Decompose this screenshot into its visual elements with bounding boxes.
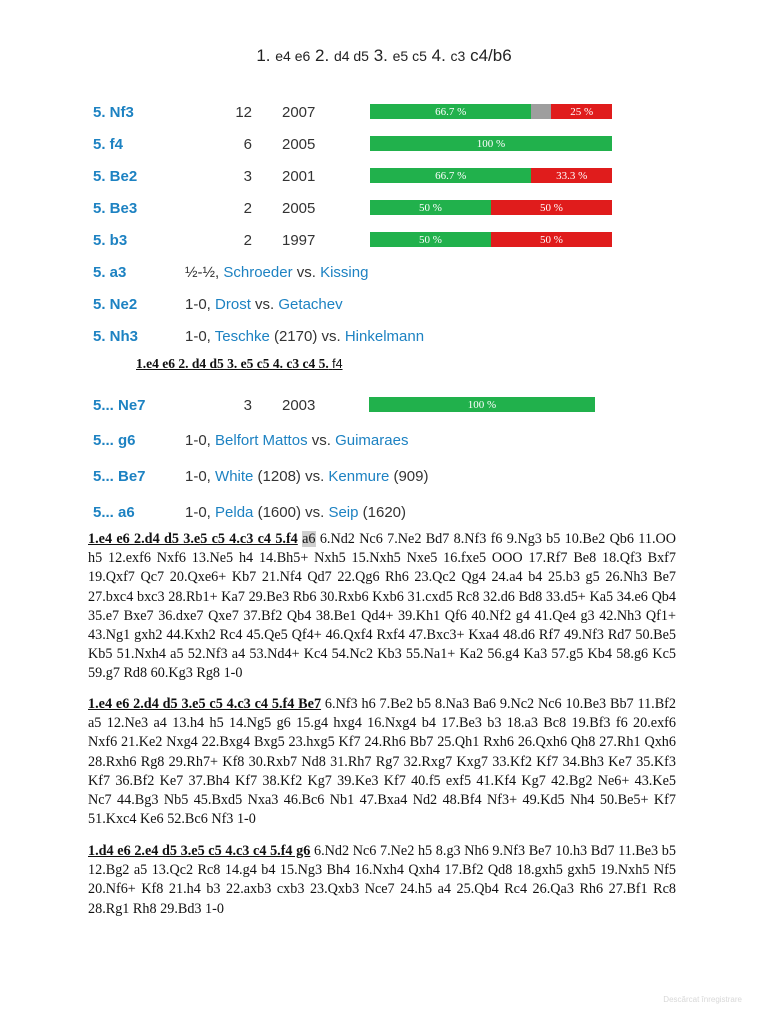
game-count: 3	[243, 168, 252, 185]
move-link[interactable]: 5. b3	[93, 232, 128, 249]
game-summary	[185, 504, 406, 521]
win-segment: 50 %	[370, 200, 491, 215]
result-bar	[370, 168, 612, 183]
game-result: 1-0,	[185, 432, 211, 449]
win-segment: 50 %	[370, 232, 491, 247]
game-score	[88, 695, 676, 829]
win-segment: 100 %	[370, 136, 612, 151]
result-bar	[370, 200, 612, 215]
win-segment: 66.7 %	[370, 104, 531, 119]
white-player-link[interactable]: Pelda	[215, 504, 254, 521]
game-moves: 6.Nd2 Nc6 7.Ne2 h5 8.g3 Nh6 9.Nf3 Be7 10.h3 Bd7 11.Be3 b5 12.Bg2 a5 13.Qc2 Rc8 14.g4 b4 15.Ng3 Bh4 16.Nxh4 Qxh4 17.Bf2 Qd8 18.gxh5 gxh5 19.Nxh5 Nf5 20.Nf6+ Kf8 21.h4 b3 22.axb3 cxb3 23.Qxb3 Nce7 24.h5 a4 25.Qb4 Rc4 26.Qa3 Rh6 27.Bf1 Rc8 28.Rg1 Rh8 29.Bd3 1-0	[88, 843, 676, 917]
game-result: 1-0,	[185, 328, 211, 345]
black-player-link[interactable]: Seip	[328, 504, 359, 521]
game-summary	[185, 296, 343, 313]
last-year: 2007	[282, 104, 316, 121]
game-row	[0, 261, 768, 285]
black-player-link[interactable]: Hinkelmann	[344, 328, 425, 345]
game-opening: 1.e4 e6 2.d4 d5 3.e5 c5 4.c3 c4 5.f4 Be7	[88, 696, 322, 712]
white-rating: (1600)	[257, 504, 301, 521]
white-player-link[interactable]: Belfort Mattos	[215, 432, 308, 449]
loss-segment: 25 %	[551, 104, 612, 119]
last-year: 2003	[282, 397, 316, 414]
game-result: 1-0,	[185, 504, 211, 521]
game-summary	[185, 328, 424, 345]
game-opening: 1.d4 e6 2.e4 d5 3.e5 c5 4.c3 c4 5.f4 g6	[88, 843, 311, 859]
stats-row	[0, 165, 768, 189]
black-rating: (1620)	[362, 504, 407, 521]
vs-label: vs.	[321, 328, 341, 345]
game-row	[0, 293, 768, 317]
game-count: 3	[243, 397, 252, 414]
move-link[interactable]: 5. f4	[93, 136, 124, 153]
black-player-link[interactable]: Getachev	[278, 296, 343, 313]
game-moves: 6.Nd2 Nc6 7.Ne2 Bd7 8.Nf3 f6 9.Ng3 b5 10.Be2 Qb6 11.OO h5 12.exf6 Nxf6 13.Ne5 h4 14.Bh5+ Nxh5 15.Nxh5 Nxe5 16.fxe5 OOO 17.Rf7 Be8 18.Qf3 Bxf7 19.Qxf7 Qc7 20.Qxe6+ Kb7 21.Nf4 Qd7 22.Qg6 Rh6 23.Qc2 Qg4 24.a4 b4 25.b3 g5 26.Nh3 Be7 27.bxc4 bxc3 28.Rb1+ Ka7 29.Be3 Rb6 30.Rxb6 Kxb6 31.cxd5 Rc8 32.d6 Bd8 33.d5+ Ka5 34.e6 Qb4 35.e7 Bxe7 36.dxe7 Qxe7 37.Bf2 Qb4 38.Be1 Qd4+ 39.Kh1 Qf6 40.Nf2 g4 41.Qe4 g3 42.Nh3 Qf1+ 43.Ng1 gxh2 44.Kxh2 Rc4 45.Qe5 Qf4+ 46.Qxf4 Rxf4 47.Bxc3+ Kxa4 48.d6 Rf7 49.Nf3 Rd7 50.Be5 Kb5 51.Nxh4 a5 52.Nf3 a4 53.Nd4+ Kc4 54.Nc2 Kb3 55.Na1+ Ka2 56.g4 Ka3 57.g5 Kb4 58.g6 Kc5 59.g7 Rd8 60.Kg3 Rg8 1-0	[88, 531, 677, 682]
section-subheading: 1.e4 e6 2. d4 d5 3. e5 c5 4. c3 c4 5. f4	[136, 356, 343, 371]
game-row	[0, 429, 768, 453]
draw-segment	[531, 104, 551, 119]
result-bar	[370, 232, 612, 247]
vs-label: vs.	[305, 504, 325, 521]
game-summary	[185, 468, 429, 485]
white-player-link[interactable]: Schroeder	[223, 264, 293, 281]
game-row	[0, 325, 768, 349]
game-summary	[185, 264, 368, 281]
game-score	[88, 530, 676, 684]
white-rating: (2170)	[273, 328, 318, 345]
white-rating: (1208)	[257, 468, 301, 485]
move-link[interactable]: 5... g6	[93, 432, 136, 449]
last-year: 2001	[282, 168, 316, 185]
move-link[interactable]: 5. Be3	[93, 200, 138, 217]
vs-label: vs.	[296, 264, 316, 281]
game-opening: 1.e4 e6 2.d4 d5 3.e5 c5 4.c3 c4 5.f4	[88, 531, 298, 547]
white-player-link[interactable]: White	[215, 468, 254, 485]
stats-row	[0, 229, 768, 253]
move-link[interactable]: 5. Nh3	[93, 328, 139, 345]
move-link[interactable]: 5. a3	[93, 264, 127, 281]
game-row	[0, 465, 768, 489]
stats-row	[0, 394, 768, 418]
game-result: 1-0,	[185, 296, 211, 313]
vs-label: vs.	[255, 296, 275, 313]
result-bar	[370, 136, 612, 151]
win-segment: 66.7 %	[370, 168, 531, 183]
white-player-link[interactable]: Teschke	[214, 328, 270, 345]
move-link[interactable]: 5. Be2	[93, 168, 138, 185]
game-moves: 6.Nf3 h6 7.Be2 b5 8.Na3 Ba6 9.Nc2 Nc6 10.Be3 Bb7 11.Bf2 a5 12.Ne3 a4 13.h4 h5 14.Ng5 g6 15.g4 hxg4 16.Nxg4 b4 17.Be3 b3 18.a3 Bc8 19.Bf3 f6 20.exf6 Nxf6 21.Ke2 Nxg4 22.Bxg4 Bxg5 23.hxg5 Kf7 24.Rh6 Bb7 25.Qh1 Rxh6 26.Qxh6 Qh8 27.Rh1 Qxh6 28.Rxh6 Rg8 29.Rh7+ Kf8 30.Rxb7 Nd8 31.Rh7 Rg7 32.Rxg7 Kxg7 33.Kf2 Kf7 34.Bh3 Ke7 35.Kf3 Kf7 36.Bf2 Ke7 37.Bh4 Kf7 38.Kf2 Kg7 39.Ke3 Kf7 40.f5 exf5 41.Kf4 Kg7 42.Bg2 Ne6+ 43.Ke5 Nc7 44.Bg3 Nb5 45.Bxd5 Nxa3 46.Bc6 Nb1 47.Bxa4 Nd2 48.Bf4 Nf3+ 49.Kd5 Nh4 50.Be5+ Kf7 51.Kxc4 Ke6 52.Bc6 Nf3 1-0	[88, 696, 676, 828]
loss-segment: 33.3 %	[531, 168, 612, 183]
result-bar	[369, 397, 595, 412]
game-count: 2	[243, 232, 252, 249]
game-row	[0, 501, 768, 525]
black-rating: (909)	[393, 468, 429, 485]
result-bar	[370, 104, 612, 119]
black-player-link[interactable]: Guimaraes	[335, 432, 409, 449]
move-link[interactable]: 5. Nf3	[93, 104, 134, 121]
last-year: 2005	[282, 200, 316, 217]
page-title: 1. e4 e6 2. d4 d5 3. e5 c5 4. c3 c4/b6	[256, 46, 512, 65]
stats-row	[0, 133, 768, 157]
last-year: 2005	[282, 136, 316, 153]
black-player-link[interactable]: Kenmure	[328, 468, 390, 485]
stats-row	[0, 101, 768, 125]
loss-segment: 50 %	[491, 232, 612, 247]
watermark: Descărcat înregistrare	[663, 995, 742, 1004]
game-result: ½-½,	[185, 264, 220, 281]
last-year: 1997	[282, 232, 316, 249]
stats-row	[0, 197, 768, 221]
game-score	[88, 842, 676, 919]
move-link[interactable]: 5... a6	[93, 504, 135, 521]
move-link[interactable]: 5. Ne2	[93, 296, 138, 313]
win-segment: 100 %	[369, 397, 595, 412]
game-count: 2	[243, 200, 252, 217]
black-player-link[interactable]: Kissing	[320, 264, 369, 281]
game-count: 6	[243, 136, 252, 153]
game-count: 12	[235, 104, 252, 121]
move-link[interactable]: 5... Be7	[93, 468, 146, 485]
game-result: 1-0,	[185, 468, 211, 485]
highlighted-move: a6	[302, 531, 316, 547]
game-summary	[185, 432, 408, 449]
white-player-link[interactable]: Drost	[215, 296, 251, 313]
vs-label: vs.	[305, 468, 325, 485]
move-link[interactable]: 5... Ne7	[93, 397, 146, 414]
vs-label: vs.	[311, 432, 331, 449]
loss-segment: 50 %	[491, 200, 612, 215]
